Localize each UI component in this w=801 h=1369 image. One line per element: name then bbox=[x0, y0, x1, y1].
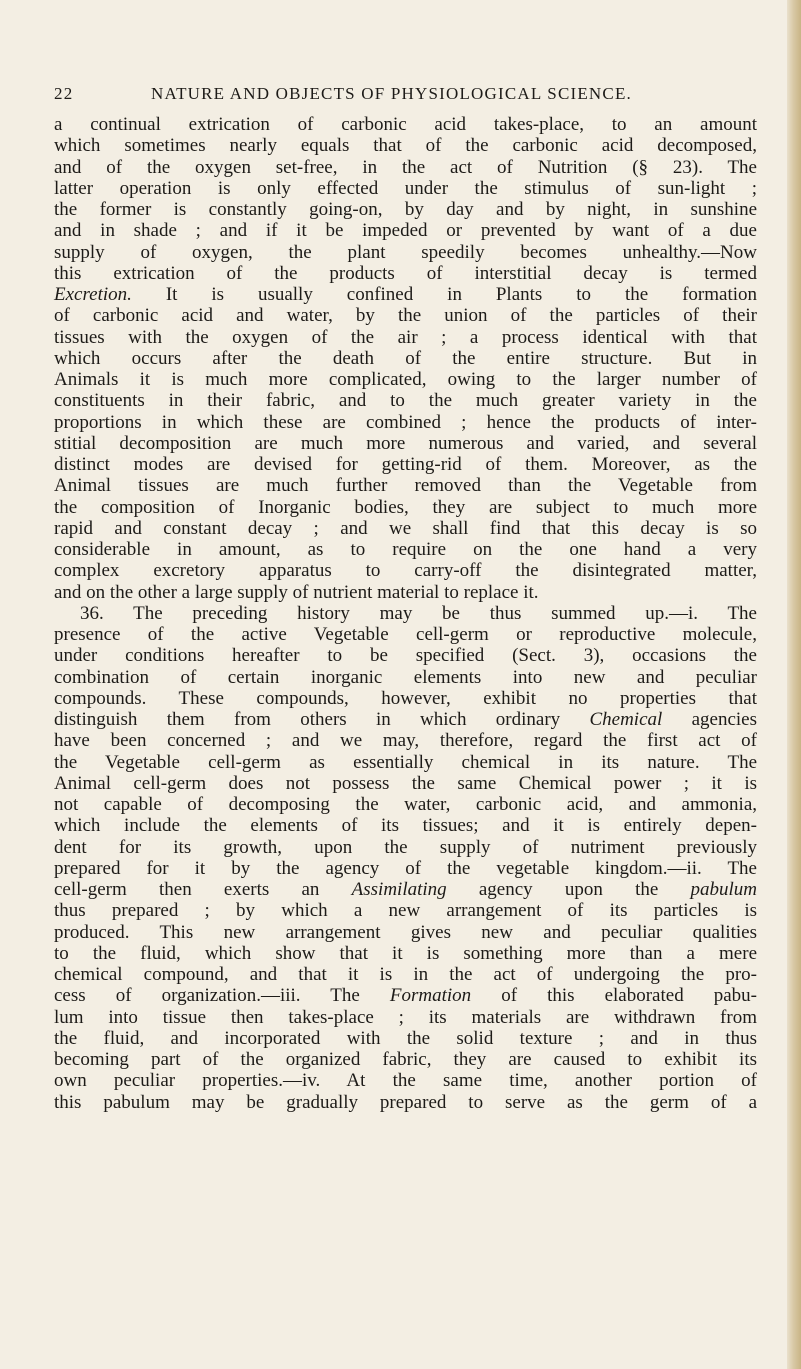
text-line bbox=[54, 284, 757, 305]
text-run: Animal tissues are much further removed than the Vegetable from bbox=[54, 475, 757, 497]
text-line bbox=[54, 624, 757, 645]
text-run: rapid and constant decay ; and we shall find that this decay is so bbox=[54, 517, 757, 539]
italic-term: Assimilating bbox=[351, 879, 447, 900]
text-run: tissues with the oxygen of the air ; a process identical with that bbox=[54, 326, 757, 348]
text-run: of this elaborated pabu- bbox=[471, 985, 758, 1007]
text-line bbox=[54, 1092, 757, 1113]
text-line bbox=[54, 943, 757, 964]
text-run: complex excretory apparatus to carry-off the disintegrated matter, bbox=[54, 560, 757, 582]
text-line bbox=[54, 560, 757, 581]
text-line bbox=[54, 709, 757, 730]
text-run: which sometimes nearly equals that of the carbonic acid decomposed, bbox=[54, 135, 757, 157]
italic-term: pabulum bbox=[690, 879, 757, 900]
text-line bbox=[54, 539, 757, 560]
page-number: 22 bbox=[54, 84, 74, 103]
text-line bbox=[54, 475, 757, 496]
text-run: this pabulum may be gradually prepared to serve as the germ of a bbox=[54, 1091, 757, 1113]
text-line bbox=[54, 433, 757, 454]
text-run: and on the other a large supply of nutrient material to replace it. bbox=[54, 581, 539, 603]
text-run: chemical compound, and that it is in the act of undergoing the pro- bbox=[54, 964, 757, 985]
text-run: which include the elements of its tissues; and it is entirely depen- bbox=[54, 815, 757, 837]
text-line bbox=[54, 157, 757, 178]
text-line bbox=[54, 199, 757, 220]
text-line bbox=[54, 837, 757, 858]
text-line bbox=[54, 1007, 757, 1028]
text-line bbox=[54, 220, 757, 241]
text-line bbox=[54, 327, 757, 348]
text-run: stitial decomposition are much more numerous and varied, and several bbox=[54, 432, 757, 454]
text-run: under conditions hereafter to be specified (Sect. 3), occasions the bbox=[54, 645, 757, 667]
text-line bbox=[54, 582, 757, 603]
text-line bbox=[54, 964, 757, 985]
text-line bbox=[54, 858, 757, 879]
text-run: the composition of Inorganic bodies, they are subject to much more bbox=[54, 496, 757, 518]
text-line bbox=[54, 879, 757, 900]
text-run: of carbonic acid and water, by the union of the particles of their bbox=[54, 305, 757, 327]
page-header bbox=[54, 84, 760, 108]
text-run: latter operation is only effected under the stimulus of sun-light ; bbox=[54, 177, 757, 199]
text-run: Animals it is much more complicated, owing to the larger number of bbox=[54, 369, 757, 390]
text-run: own peculiar properties.—iv. At the same time, another portion of bbox=[54, 1070, 757, 1092]
text-run: prepared for it by the agency of the vegetable kingdom.—ii. The bbox=[54, 857, 757, 879]
text-run: the fluid, and incorporated with the solid texture ; and in thus bbox=[54, 1027, 757, 1049]
text-line bbox=[54, 603, 757, 624]
text-run: and in shade ; and if it be impeded or prevented by want of a due bbox=[54, 220, 757, 242]
text-run: distinguish them from others in which ordinary bbox=[54, 709, 590, 730]
text-line bbox=[54, 412, 757, 433]
text-line bbox=[54, 1028, 757, 1049]
text-run: supply of oxygen, the plant speedily becomes unhealthy.—Now bbox=[54, 241, 757, 263]
text-run: compounds. These compounds, however, exhibit no properties that bbox=[54, 687, 757, 709]
text-line bbox=[54, 390, 757, 411]
text-run: cell-germ then exerts an bbox=[54, 879, 352, 900]
text-line bbox=[54, 667, 757, 688]
running-title: NATURE AND OBJECTS OF PHYSIOLOGICAL SCIENCE. bbox=[151, 84, 632, 103]
text-run: to the fluid, which show that it is something more than a mere bbox=[54, 942, 757, 964]
body-text bbox=[54, 114, 757, 1113]
text-run: produced. This new arrangement gives new and peculiar qualities bbox=[54, 921, 757, 943]
text-line bbox=[54, 518, 757, 539]
text-line bbox=[54, 794, 757, 815]
text-run: the Vegetable cell-germ as essentially chemical in its nature. The bbox=[54, 751, 757, 773]
text-run: It is usually confined in Plants to the formation bbox=[131, 284, 757, 305]
text-line bbox=[54, 900, 757, 921]
text-line bbox=[54, 752, 757, 773]
text-line bbox=[54, 815, 757, 836]
text-line bbox=[54, 263, 757, 284]
text-line bbox=[54, 242, 757, 263]
text-line bbox=[54, 135, 757, 156]
text-line bbox=[54, 178, 757, 199]
text-line bbox=[54, 114, 757, 135]
text-line bbox=[54, 369, 757, 390]
text-run: Animal cell-germ does not possess the same Chemical power ; it is bbox=[54, 772, 757, 794]
text-run: 36. The preceding history may be thus summed up.—i. The bbox=[80, 602, 757, 624]
text-run: presence of the active Vegetable cell-germ or reproductive molecule, bbox=[54, 624, 757, 645]
text-line bbox=[54, 1049, 757, 1070]
text-run: cess of organization.—iii. The bbox=[54, 985, 390, 1007]
text-line bbox=[54, 985, 757, 1006]
text-run: proportions in which these are combined ; hence the products of inter- bbox=[54, 411, 757, 433]
text-line bbox=[54, 348, 757, 369]
text-run: becoming part of the organized fabric, they are caused to exhibit its bbox=[54, 1049, 757, 1070]
text-run: distinct modes are devised for getting-rid of them. Moreover, as the bbox=[54, 454, 757, 475]
text-run: have been concerned ; and we may, therefore, regard the first act of bbox=[54, 730, 757, 752]
text-run: not capable of decomposing the water, carbonic acid, and ammonia, bbox=[54, 794, 757, 815]
text-run: considerable in amount, as to require on the one hand a very bbox=[54, 539, 757, 560]
text-run: and of the oxygen set-free, in the act of Nutrition (§ 23). The bbox=[54, 156, 757, 178]
text-run: thus prepared ; by which a new arrangement of its particles is bbox=[54, 900, 757, 922]
text-line bbox=[54, 305, 757, 326]
text-line bbox=[54, 688, 757, 709]
text-line bbox=[54, 773, 757, 794]
text-line bbox=[54, 922, 757, 943]
text-run: a continual extrication of carbonic acid takes-place, to an amount bbox=[54, 114, 757, 135]
page-edge bbox=[787, 0, 801, 1369]
italic-term: Excretion. bbox=[54, 284, 132, 305]
text-run: dent for its growth, upon the supply of nutriment previously bbox=[54, 836, 757, 858]
text-line bbox=[54, 1070, 757, 1091]
text-run: combination of certain inorganic elements into new and peculiar bbox=[54, 666, 757, 688]
text-run: which occurs after the death of the entire structure. But in bbox=[54, 347, 757, 369]
text-run: agencies bbox=[662, 709, 758, 730]
text-line bbox=[54, 645, 757, 666]
text-line bbox=[54, 497, 757, 518]
text-run: this extrication of the products of interstitial decay is termed bbox=[54, 262, 757, 284]
text-line bbox=[54, 454, 757, 475]
italic-term: Chemical bbox=[589, 709, 663, 730]
text-line bbox=[54, 730, 757, 751]
text-run: the former is constantly going-on, by day and by night, in sunshine bbox=[54, 199, 757, 220]
text-run: constituents in their fabric, and to the much greater variety in the bbox=[54, 390, 757, 412]
text-run: agency upon the bbox=[446, 879, 691, 900]
text-run: lum into tissue then takes-place ; its materials are withdrawn from bbox=[54, 1006, 757, 1028]
italic-term: Formation bbox=[389, 985, 472, 1007]
